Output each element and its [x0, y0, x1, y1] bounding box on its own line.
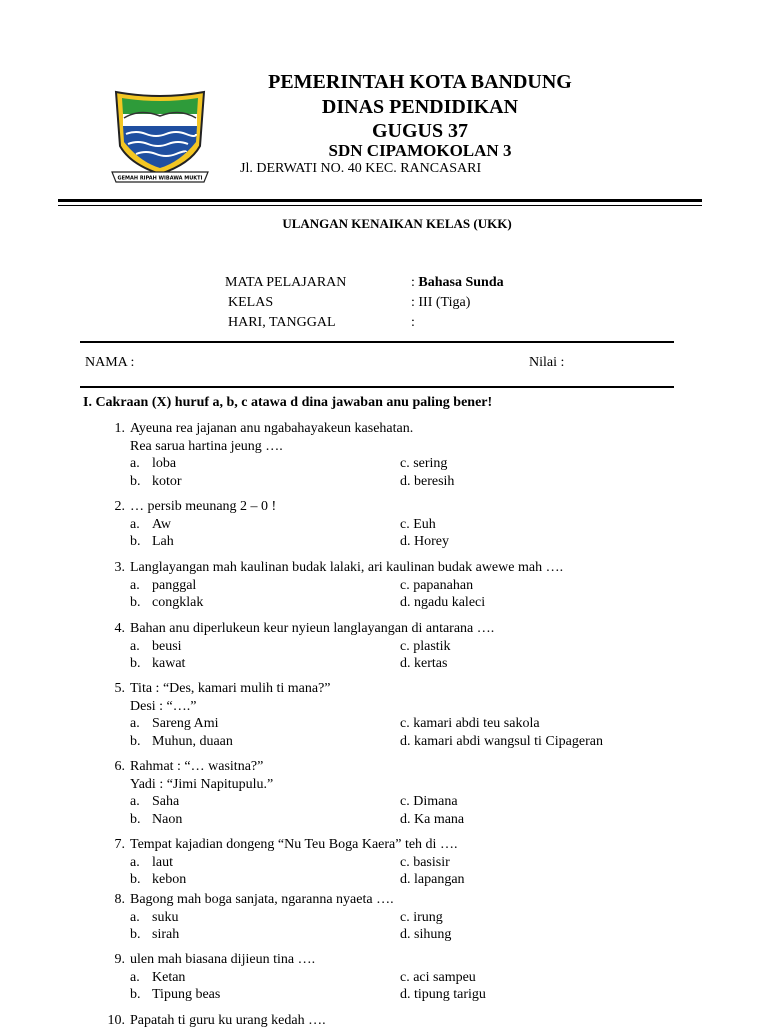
- question-text: Rahmat : “… wasitna?”: [130, 759, 264, 774]
- header-cluster: GUGUS 37: [371, 120, 469, 142]
- date-value: :: [411, 315, 415, 330]
- subject-label: MATA PELAJARAN: [225, 275, 347, 290]
- question-text: Rea sarua hartina jeung ….: [130, 438, 283, 454]
- option-c[interactable]: c. basisir: [400, 854, 450, 870]
- question-number: 6.: [114, 759, 125, 774]
- question-text: Langlayangan mah kaulinan budak lalaki, ari kaulinan budak awewe mah ….: [130, 560, 564, 575]
- option-c[interactable]: c. plastik: [400, 638, 451, 654]
- class-value: : III (Tiga): [411, 295, 471, 310]
- exam-title: ULANGAN KENAIKAN KELAS (UKK): [282, 216, 512, 231]
- option-d[interactable]: d. tipung tarigu: [400, 987, 486, 1002]
- question-text: … persib meunang 2 – 0 !: [130, 499, 277, 514]
- question-text: Tita : “Des, kamari mulih ti mana?”: [130, 681, 331, 696]
- subject-value: : Bahasa Sunda: [411, 275, 504, 290]
- section-instruction: I. Cakraan (X) huruf a, b, c atawa d dina jawaban anu paling bener!: [83, 395, 493, 410]
- option-c[interactable]: c. papanahan: [400, 577, 474, 593]
- question-number: 4.: [114, 621, 125, 636]
- header-department: DINAS PENDIDIKAN: [321, 96, 519, 118]
- option-d[interactable]: d. ngadu kaleci: [400, 595, 486, 610]
- option-c[interactable]: c. sering: [400, 456, 448, 471]
- option-c[interactable]: c. aci sampeu: [400, 969, 476, 985]
- question-text: Tempat kajadian dongeng “Nu Teu Boga Kaera” teh di ….: [130, 837, 458, 852]
- name-label: NAMA :: [85, 355, 135, 370]
- option-c[interactable]: c. irung: [400, 909, 443, 925]
- question-text: ulen mah biasana dijieun tina ….: [130, 952, 316, 967]
- class-label: KELAS: [228, 295, 274, 310]
- question-number: 1.: [114, 421, 125, 436]
- question-number: 5.: [114, 681, 125, 696]
- option-d[interactable]: d. kamari abdi wangsul ti Cipageran: [400, 733, 603, 749]
- question-text: Yadi : “Jimi Napitupulu.”: [130, 776, 274, 792]
- option-c[interactable]: c. Euh: [400, 516, 436, 532]
- question-number: 2.: [114, 499, 125, 514]
- option-d[interactable]: d. Ka mana: [400, 811, 465, 827]
- question-text: Desi : “….”: [130, 698, 197, 714]
- question-text: Papatah ti guru ku urang kedah ….: [130, 1013, 326, 1028]
- name-row-top-line: [80, 341, 674, 343]
- question-text: Bagong mah boga sanjata, ngaranna nyaeta ….: [130, 892, 394, 907]
- svg-text:GEMAH RIPAH WIBAWA MUKTI: GEMAH RIPAH WIBAWA MUKTI: [117, 175, 203, 182]
- option-c[interactable]: c. kamari abdi teu sakola: [400, 716, 540, 731]
- option-d[interactable]: d. lapangan: [400, 872, 465, 887]
- option-d[interactable]: d. sihung: [400, 927, 452, 942]
- option-d[interactable]: d. beresih: [400, 473, 455, 489]
- question-number: 8.: [114, 892, 125, 907]
- name-row-bottom-line: [80, 386, 674, 388]
- question-number: 3.: [114, 560, 125, 575]
- header-divider-thick: [58, 199, 702, 202]
- question-number: 7.: [114, 837, 125, 852]
- question-text: Ayeuna rea jajanan anu ngabahayakeun kasehatan.: [130, 421, 414, 436]
- header-school: SDN CIPAMOKOLAN 3: [328, 141, 512, 160]
- score-label: Nilai :: [529, 355, 565, 370]
- question-number: 9.: [114, 952, 125, 967]
- date-label: HARI, TANGGAL: [228, 315, 336, 330]
- question-number: 10.: [107, 1013, 125, 1028]
- header-government: PEMERINTAH KOTA BANDUNG: [268, 71, 572, 93]
- header-address: Jl. DERWATI NO. 40 KEC. RANCASARI: [240, 161, 482, 176]
- option-c[interactable]: c. Dimana: [400, 794, 458, 809]
- bandung-city-logo: [110, 88, 210, 186]
- option-d[interactable]: d. Horey: [400, 534, 449, 549]
- header-divider-thin: [58, 205, 702, 206]
- question-text: Bahan anu diperlukeun keur nyieun langlayangan di antarana ….: [130, 621, 495, 636]
- option-d[interactable]: d. kertas: [400, 656, 448, 671]
